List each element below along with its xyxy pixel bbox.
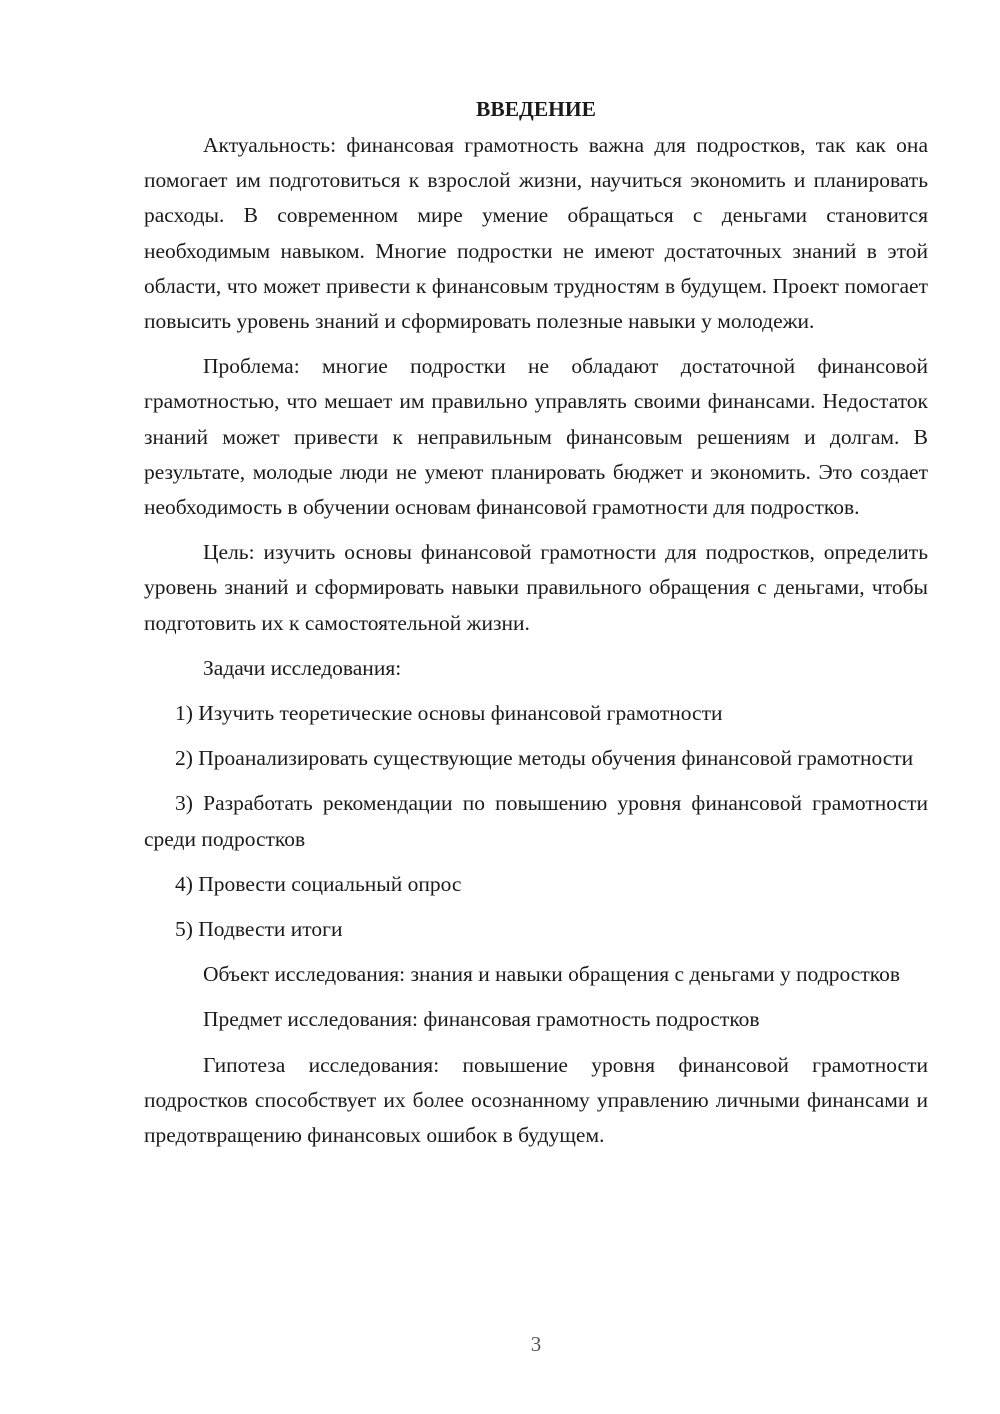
paragraph-object: Объект исследования: знания и навыки обращения с деньгами у подростков xyxy=(203,962,900,987)
task-list-item: 1) Изучить теоретические основы финансовой грамотности xyxy=(175,701,723,726)
paragraph-goal: Цель: изучить основы финансовой грамотности для подростков, определить уровень знаний и сформировать навыки правильного обращения с деньгами, чтобы подготовить их к самостоятельной жизни. xyxy=(144,540,928,635)
paragraph-problem: Проблема: многие подростки не обладают достаточной финансовой грамотностью, что мешает им правильно управлять своими финансами. Недостаток знаний может привести к неправильным финансовым решениям и долгам. В результате, молодые люди не умеют планировать бюджет и экономить. Это создает необходимость в обучении основам финансовой грамотности для подростков. xyxy=(144,354,928,520)
tasks-heading: Задачи исследования: xyxy=(203,655,402,680)
paragraph-hypothesis: Гипотеза исследования: повышение уровня финансовой грамотности подростков способствует их более осознанному управлению личными финансами и предотвращению финансовых ошибок в будущем. xyxy=(144,1052,928,1148)
page-number: 3 xyxy=(530,1332,542,1356)
task-list-item: 4) Провести социальный опрос xyxy=(175,871,462,896)
task-list-item: 3) Разработать рекомендации по повышению уровня финансовой грамотности среди подростков xyxy=(144,791,928,851)
task-list-item: 5) Подвести итоги xyxy=(175,917,343,942)
task-list-item: 2) Проанализировать существующие методы обучения финансовой грамотности xyxy=(175,746,914,771)
page-body xyxy=(144,92,928,1163)
paragraph-subject: Предмет исследования: финансовая грамотность подростков xyxy=(203,1007,760,1032)
paragraph-relevance: Актуальность: финансовая грамотность важна для подростков, так как она помогает им подготовиться к взрослой жизни, научиться экономить и планировать расходы. В современном мире умение обращаться с деньгами становится необходимым навыком. Многие подростки не имеют достаточных знаний в этой области, что может привести к финансовым трудностям в будущем. Проект помогает повысить уровень знаний и сформировать полезные навыки у молодежи. xyxy=(144,133,928,334)
section-title: ВВЕДЕНИЕ xyxy=(476,97,596,121)
